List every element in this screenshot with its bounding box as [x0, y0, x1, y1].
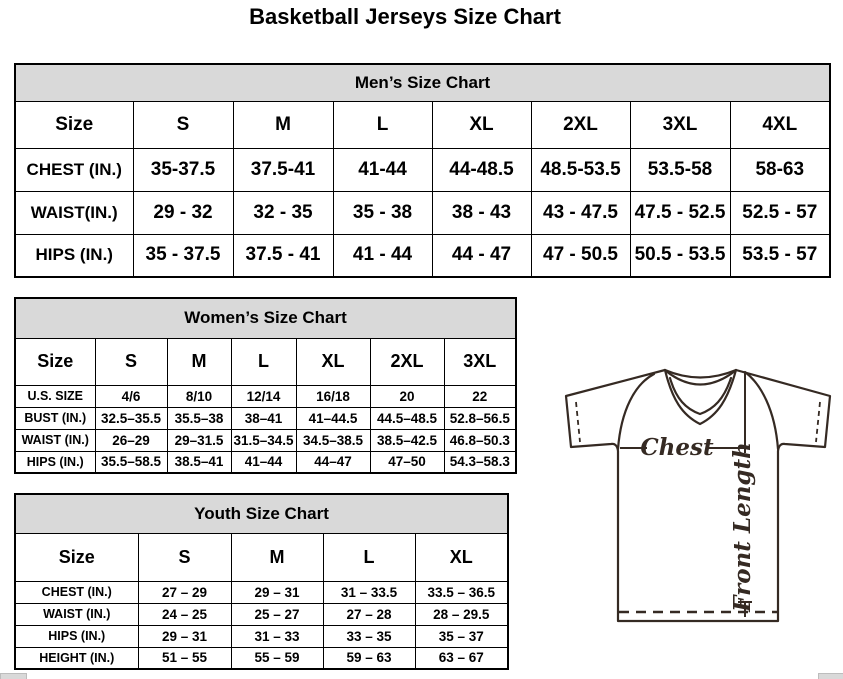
women-row-label: HIPS (IN.): [15, 451, 95, 473]
women-value-cell: 41–44.5: [296, 407, 370, 429]
men-measure-row: [15, 148, 830, 191]
youth-value-cell: 27 – 28: [323, 603, 415, 625]
youth-value-cell: 25 – 27: [231, 603, 323, 625]
women-value-cell: 20: [370, 385, 444, 407]
chest-label: Chest: [640, 434, 714, 461]
youth-size-header-cell: L: [323, 533, 415, 581]
women-measure-row: [15, 407, 516, 429]
women-value-cell: 35.5–38: [167, 407, 231, 429]
men-value-cell: 44-48.5: [432, 148, 531, 191]
men-measure-row: [15, 191, 830, 234]
youth-value-cell: 59 – 63: [323, 647, 415, 669]
women-value-cell: 35.5–58.5: [95, 451, 167, 473]
men-size-label: Size: [15, 101, 133, 148]
men-size-header-cell: 4XL: [730, 101, 830, 148]
men-value-cell: 58-63: [730, 148, 830, 191]
women-size-header-cell: L: [231, 338, 296, 385]
youth-measure-row: [15, 625, 508, 647]
women-size-label: Size: [15, 338, 95, 385]
men-value-cell: 47.5 - 52.5: [630, 191, 730, 234]
youth-chart-title: Youth Size Chart: [15, 494, 508, 533]
right-cuff-dashed-line: [816, 402, 820, 442]
men-value-cell: 41-44: [333, 148, 432, 191]
page-title: Basketball Jerseys Size Chart: [249, 4, 561, 29]
women-value-cell: 46.8–50.3: [444, 429, 516, 451]
women-value-cell: 8/10: [167, 385, 231, 407]
men-value-cell: 48.5-53.5: [531, 148, 630, 191]
women-size-header-cell: S: [95, 338, 167, 385]
women-value-cell: 32.5–35.5: [95, 407, 167, 429]
cropped-fragment-right: [818, 673, 843, 679]
youth-size-chart-table: [14, 493, 509, 670]
youth-value-cell: 29 – 31: [138, 625, 231, 647]
men-size-header-cell: XL: [432, 101, 531, 148]
women-value-cell: 44.5–48.5: [370, 407, 444, 429]
youth-value-cell: 55 – 59: [231, 647, 323, 669]
youth-value-cell: 24 – 25: [138, 603, 231, 625]
men-value-cell: 43 - 47.5: [531, 191, 630, 234]
women-chart-title: Women’s Size Chart: [15, 298, 516, 338]
women-size-header-row: [15, 338, 516, 385]
youth-value-cell: 31 – 33: [231, 625, 323, 647]
mens-size-chart-table: [14, 63, 831, 278]
women-value-cell: 12/14: [231, 385, 296, 407]
left-cuff-dashed-line: [576, 402, 580, 442]
men-value-cell: 52.5 - 57: [730, 191, 830, 234]
men-value-cell: 35 - 38: [333, 191, 432, 234]
women-value-cell: 38–41: [231, 407, 296, 429]
cropped-fragment-left: [0, 673, 27, 679]
youth-value-cell: 31 – 33.5: [323, 581, 415, 603]
men-size-header-row: [15, 101, 830, 148]
women-value-cell: 34.5–38.5: [296, 429, 370, 451]
women-value-cell: 38.5–41: [167, 451, 231, 473]
jersey-measurement-diagram: [555, 355, 843, 679]
front-length-label: Front Length: [729, 442, 756, 612]
men-value-cell: 47 - 50.5: [531, 234, 630, 277]
women-row-label: WAIST (IN.): [15, 429, 95, 451]
youth-measure-row: [15, 603, 508, 625]
youth-size-header-cell: M: [231, 533, 323, 581]
women-size-header-cell: 3XL: [444, 338, 516, 385]
women-size-header-cell: 2XL: [370, 338, 444, 385]
women-value-cell: 52.8–56.5: [444, 407, 516, 429]
youth-size-header-row: [15, 533, 508, 581]
men-row-label: CHEST (IN.): [15, 148, 133, 191]
women-measure-row: [15, 429, 516, 451]
women-value-cell: 38.5–42.5: [370, 429, 444, 451]
youth-row-label: HIPS (IN.): [15, 625, 138, 647]
youth-size-header-cell: S: [138, 533, 231, 581]
right-armhole-seam-icon: [745, 372, 778, 449]
women-value-cell: 22: [444, 385, 516, 407]
women-value-cell: 29–31.5: [167, 429, 231, 451]
youth-row-label: WAIST (IN.): [15, 603, 138, 625]
men-size-header-cell: M: [233, 101, 333, 148]
women-value-cell: 47–50: [370, 451, 444, 473]
women-row-label: U.S. SIZE: [15, 385, 95, 407]
women-measure-row: [15, 385, 516, 407]
men-size-header-cell: 2XL: [531, 101, 630, 148]
youth-size-label: Size: [15, 533, 138, 581]
men-value-cell: 41 - 44: [333, 234, 432, 277]
women-value-cell: 41–44: [231, 451, 296, 473]
men-size-header-cell: 3XL: [630, 101, 730, 148]
men-chart-title: Men’s Size Chart: [15, 64, 830, 101]
men-value-cell: 44 - 47: [432, 234, 531, 277]
men-value-cell: 53.5 - 57: [730, 234, 830, 277]
youth-value-cell: 29 – 31: [231, 581, 323, 603]
men-value-cell: 50.5 - 53.5: [630, 234, 730, 277]
men-value-cell: 37.5 - 41: [233, 234, 333, 277]
men-value-cell: 53.5-58: [630, 148, 730, 191]
jersey-outline: [566, 370, 830, 621]
men-value-cell: 35-37.5: [133, 148, 233, 191]
youth-value-cell: 27 – 29: [138, 581, 231, 603]
women-value-cell: 31.5–34.5: [231, 429, 296, 451]
men-value-cell: 37.5-41: [233, 148, 333, 191]
youth-value-cell: 33 – 35: [323, 625, 415, 647]
youth-size-header-cell: XL: [415, 533, 508, 581]
women-value-cell: 16/18: [296, 385, 370, 407]
men-value-cell: 35 - 37.5: [133, 234, 233, 277]
youth-row-label: HEIGHT (IN.): [15, 647, 138, 669]
men-size-header-cell: L: [333, 101, 432, 148]
men-size-header-cell: S: [133, 101, 233, 148]
women-row-label: BUST (IN.): [15, 407, 95, 429]
women-size-header-cell: M: [167, 338, 231, 385]
youth-value-cell: 33.5 – 36.5: [415, 581, 508, 603]
youth-value-cell: 35 – 37: [415, 625, 508, 647]
youth-row-label: CHEST (IN.): [15, 581, 138, 603]
men-value-cell: 38 - 43: [432, 191, 531, 234]
men-value-cell: 32 - 35: [233, 191, 333, 234]
youth-value-cell: 28 – 29.5: [415, 603, 508, 625]
men-measure-row: [15, 234, 830, 277]
men-value-cell: 29 - 32: [133, 191, 233, 234]
youth-value-cell: 63 – 67: [415, 647, 508, 669]
youth-measure-row: [15, 647, 508, 669]
women-value-cell: 54.3–58.3: [444, 451, 516, 473]
youth-value-cell: 51 – 55: [138, 647, 231, 669]
women-value-cell: 44–47: [296, 451, 370, 473]
youth-measure-row: [15, 581, 508, 603]
women-value-cell: 26–29: [95, 429, 167, 451]
men-row-label: WAIST(IN.): [15, 191, 133, 234]
men-row-label: HIPS (IN.): [15, 234, 133, 277]
women-measure-row: [15, 451, 516, 473]
womens-size-chart-table: [14, 297, 517, 474]
women-value-cell: 4/6: [95, 385, 167, 407]
women-size-header-cell: XL: [296, 338, 370, 385]
